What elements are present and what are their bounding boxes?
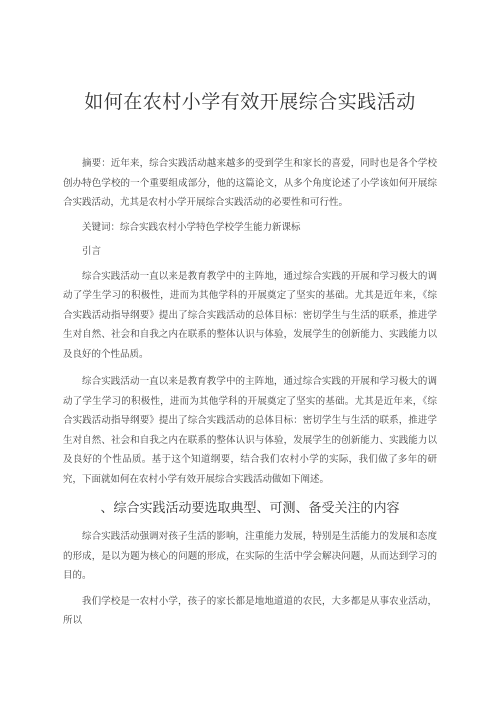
body-paragraph-3: 综合实践活动强调对孩子生活的影响，注重能力发展，特别是生活能力的发展和态度的形成，是以为题为核心的问题的形成，在实际的生活中学会解决问题，从而达到学习的目的。 — [63, 531, 437, 581]
body-paragraph-4: 我们学校是一农村小学，孩子的家长都是地地道道的农民，大多都是从事农业活动，所以 — [63, 595, 437, 626]
body-paragraph-2: 综合实践活动一直以来是教育教学中的主阵地，通过综合实践的开展和学习极大的调动了学生学习的积极性，进而为其他学科的开展奠定了坚实的基础。尤其是近年来，《综合实践活动指导纲要》提出了综合实践活动的总体目标：密切学生与生活的联系，推进学生对自然、社会和自我之内在联系的整体认识与体验，发展学生的创新能力、实践能力以及良好的个性品质。基于这个知道纲要，结合我们农村小学的实际，我们做了多年的研究，下面就如何在农村小学有效开展综合实践活动做如下阐述。 — [63, 376, 437, 485]
keywords-paragraph: 关键词：综合实践农村小学特色学校学生能力新课标 — [82, 221, 301, 233]
abstract-paragraph: 摘要：近年来，综合实践活动越来越多的受到学生和家长的喜爱，同时也是各个学校创办特色学校的一个重要组成部分，他的这篇论文，从多个角度论述了小学该如何开展综合实践活动，尤其是农村小学开展综合实践活动的必要性和可行性。 — [63, 158, 437, 208]
section-heading: 、综合实践活动要选取典型、可测、备受关注的内容 — [100, 501, 400, 516]
body-paragraph-1: 综合实践活动一直以来是教育教学中的主阵地，通过综合实践的开展和学习极大的调动了学生学习的积极性，进而为其他学科的开展奠定了坚实的基础。尤其是近年来，《综合实践活动指导纲要》提出了综合实践活动的总体目标：密切学生与生活的联系，推进学生对自然、社会和自我之内在联系的整体认识与体验，发展学生的创新能力、实践能力以及良好的个性品质。 — [63, 270, 437, 360]
document-title: 如何在农村小学有效开展综合实践活动 — [84, 91, 416, 113]
intro-heading: 引言 — [82, 246, 102, 257]
